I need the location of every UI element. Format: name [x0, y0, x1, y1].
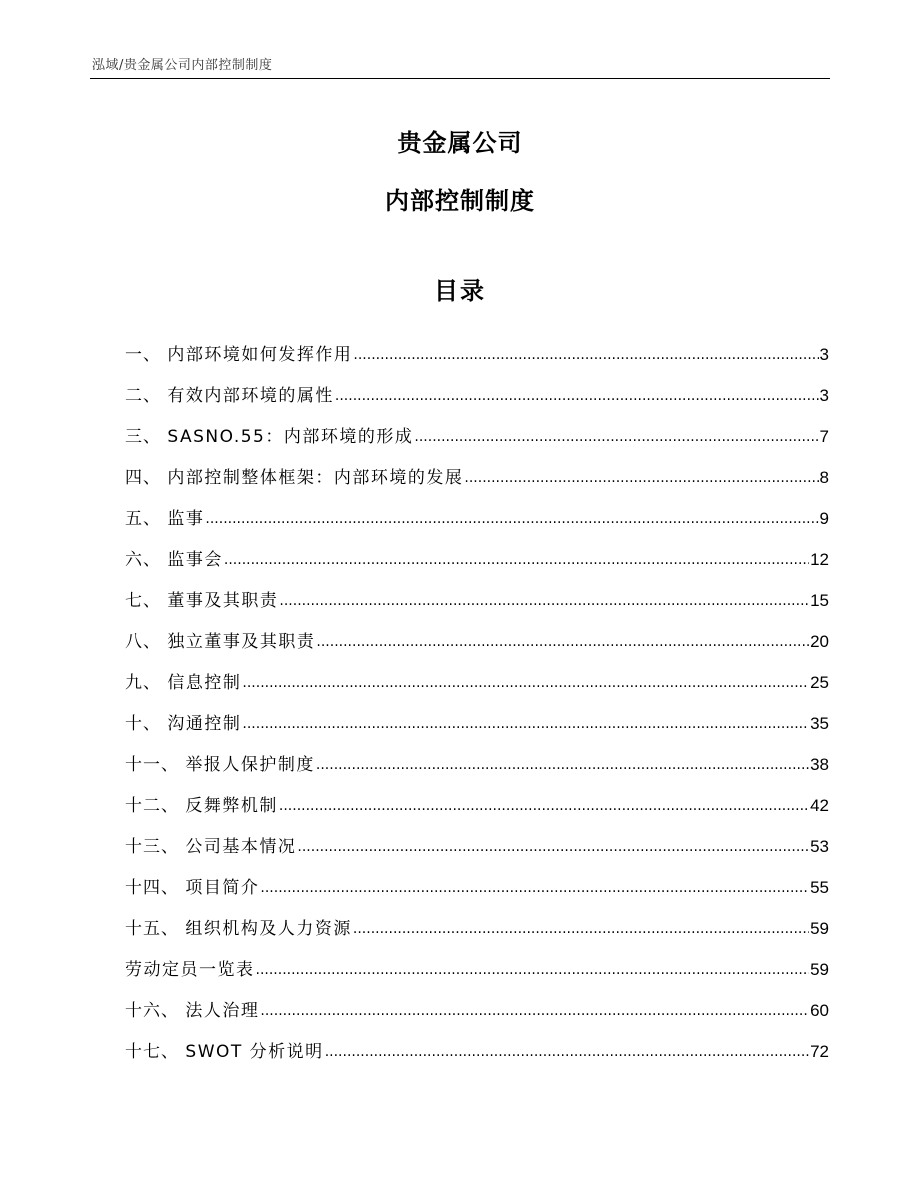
toc-entry-page: 12	[810, 550, 829, 569]
toc-entry[interactable]	[125, 325, 829, 366]
document-title: 内部控制制度	[385, 187, 535, 215]
toc-entry[interactable]	[125, 612, 829, 653]
toc-entry-number: 二、	[125, 386, 168, 406]
toc-entry-number: 十二、	[125, 796, 186, 816]
toc-dot-leader	[279, 795, 809, 817]
toc-dot-leader	[316, 631, 809, 653]
toc-entry[interactable]	[125, 981, 829, 1022]
toc-entry[interactable]	[125, 448, 829, 489]
toc-entry-title: 公司基本情况	[185, 837, 297, 857]
header-divider	[90, 78, 830, 79]
toc-dot-leader	[325, 1041, 809, 1063]
toc-entry-page: 3	[819, 386, 829, 405]
toc-entry-page: 55	[810, 878, 829, 897]
toc-entry-number: 九、	[125, 673, 168, 693]
toc-entry-number: 六、	[125, 550, 168, 570]
toc-dot-leader	[297, 836, 809, 858]
toc-entry-number: 十一、	[125, 755, 186, 775]
toc-entry-page: 7	[819, 427, 829, 446]
toc-dot-leader	[353, 344, 818, 366]
toc-entry-page: 3	[819, 345, 829, 364]
toc-entry-page: 53	[810, 837, 829, 856]
toc-entry-number: 十三、	[125, 837, 186, 857]
toc-entry[interactable]	[125, 735, 829, 776]
toc-entry-title: 内部控制整体框架：内部环境的发展	[167, 468, 464, 488]
toc-entry-page: 9	[819, 509, 829, 528]
toc-entry-number: 十七、	[125, 1042, 186, 1062]
toc-entry-page: 72	[810, 1042, 829, 1061]
toc-dot-leader	[242, 713, 809, 735]
toc-entry-number: 四、	[125, 468, 168, 488]
toc-dot-leader	[414, 426, 818, 448]
toc-entry-page: 15	[810, 591, 829, 610]
toc-dot-leader	[260, 1000, 809, 1022]
toc-entry-page: 8	[819, 468, 829, 487]
toc-entry[interactable]	[125, 530, 829, 571]
toc-dot-leader	[224, 549, 809, 571]
toc-entry-title: SASNO.55：内部环境的形成	[167, 427, 414, 447]
toc-entry-title: 监事会	[167, 550, 223, 570]
toc-entry[interactable]	[125, 776, 829, 817]
toc-entry-number: 十、	[125, 714, 168, 734]
toc-entry-page: 38	[810, 755, 829, 774]
toc-dot-leader	[335, 385, 819, 407]
running-header: 泓域/贵金属公司内部控制制度	[92, 58, 273, 73]
toc-entry-title: 举报人保护制度	[185, 755, 315, 775]
toc-entry[interactable]	[125, 858, 829, 899]
toc-entry-number: 一、	[125, 345, 168, 365]
company-title: 贵金属公司	[397, 129, 523, 157]
toc-entry-page: 25	[810, 673, 829, 692]
toc-dot-leader	[205, 508, 818, 530]
toc-entry-title: 信息控制	[167, 673, 242, 693]
toc-entry-title: 法人治理	[185, 1001, 260, 1021]
table-of-contents	[125, 325, 829, 1063]
toc-entry[interactable]	[125, 940, 829, 981]
toc-entry-number: 七、	[125, 591, 168, 611]
toc-entry-page: 20	[810, 632, 829, 651]
toc-entry-number: 十五、	[125, 919, 186, 939]
toc-entry-title: 监事	[167, 509, 205, 529]
toc-entry[interactable]	[125, 489, 829, 530]
toc-entry-page: 59	[810, 919, 829, 938]
toc-entry[interactable]	[125, 407, 829, 448]
toc-dot-leader	[256, 959, 810, 981]
toc-entry[interactable]	[125, 1022, 829, 1063]
toc-entry[interactable]	[125, 817, 829, 858]
toc-entry-number: 三、	[125, 427, 168, 447]
toc-entry-title: SWOT 分析说明	[185, 1042, 324, 1062]
toc-entry-number: 五、	[125, 509, 168, 529]
toc-entry-number: 十四、	[125, 878, 186, 898]
toc-entry-title: 反舞弊机制	[185, 796, 278, 816]
toc-dot-leader	[242, 672, 809, 694]
toc-entry[interactable]	[125, 571, 829, 612]
toc-entry-title: 组织机构及人力资源	[185, 919, 352, 939]
toc-entry-page: 59	[810, 960, 829, 979]
toc-entry-title: 独立董事及其职责	[167, 632, 316, 652]
toc-dot-leader	[260, 877, 809, 899]
toc-dot-leader	[464, 467, 818, 489]
toc-entry-title: 董事及其职责	[167, 591, 279, 611]
toc-entry-page: 60	[810, 1001, 829, 1020]
toc-dot-leader	[279, 590, 809, 612]
toc-entry[interactable]	[125, 366, 829, 407]
toc-entry-page: 35	[810, 714, 829, 733]
toc-entry-title: 内部环境如何发挥作用	[167, 345, 353, 365]
toc-entry-title: 项目简介	[185, 878, 260, 898]
toc-entry-title: 沟通控制	[167, 714, 242, 734]
toc-heading: 目录	[434, 277, 486, 305]
toc-entry-title: 有效内部环境的属性	[167, 386, 334, 406]
toc-entry-number: 十六、	[125, 1001, 186, 1021]
toc-entry-title: 劳动定员一览表	[125, 960, 255, 980]
toc-dot-leader	[353, 918, 809, 940]
toc-entry[interactable]	[125, 899, 829, 940]
toc-entry[interactable]	[125, 694, 829, 735]
toc-entry-number: 八、	[125, 632, 168, 652]
toc-entry[interactable]	[125, 653, 829, 694]
toc-dot-leader	[316, 754, 809, 776]
toc-entry-page: 42	[810, 796, 829, 815]
